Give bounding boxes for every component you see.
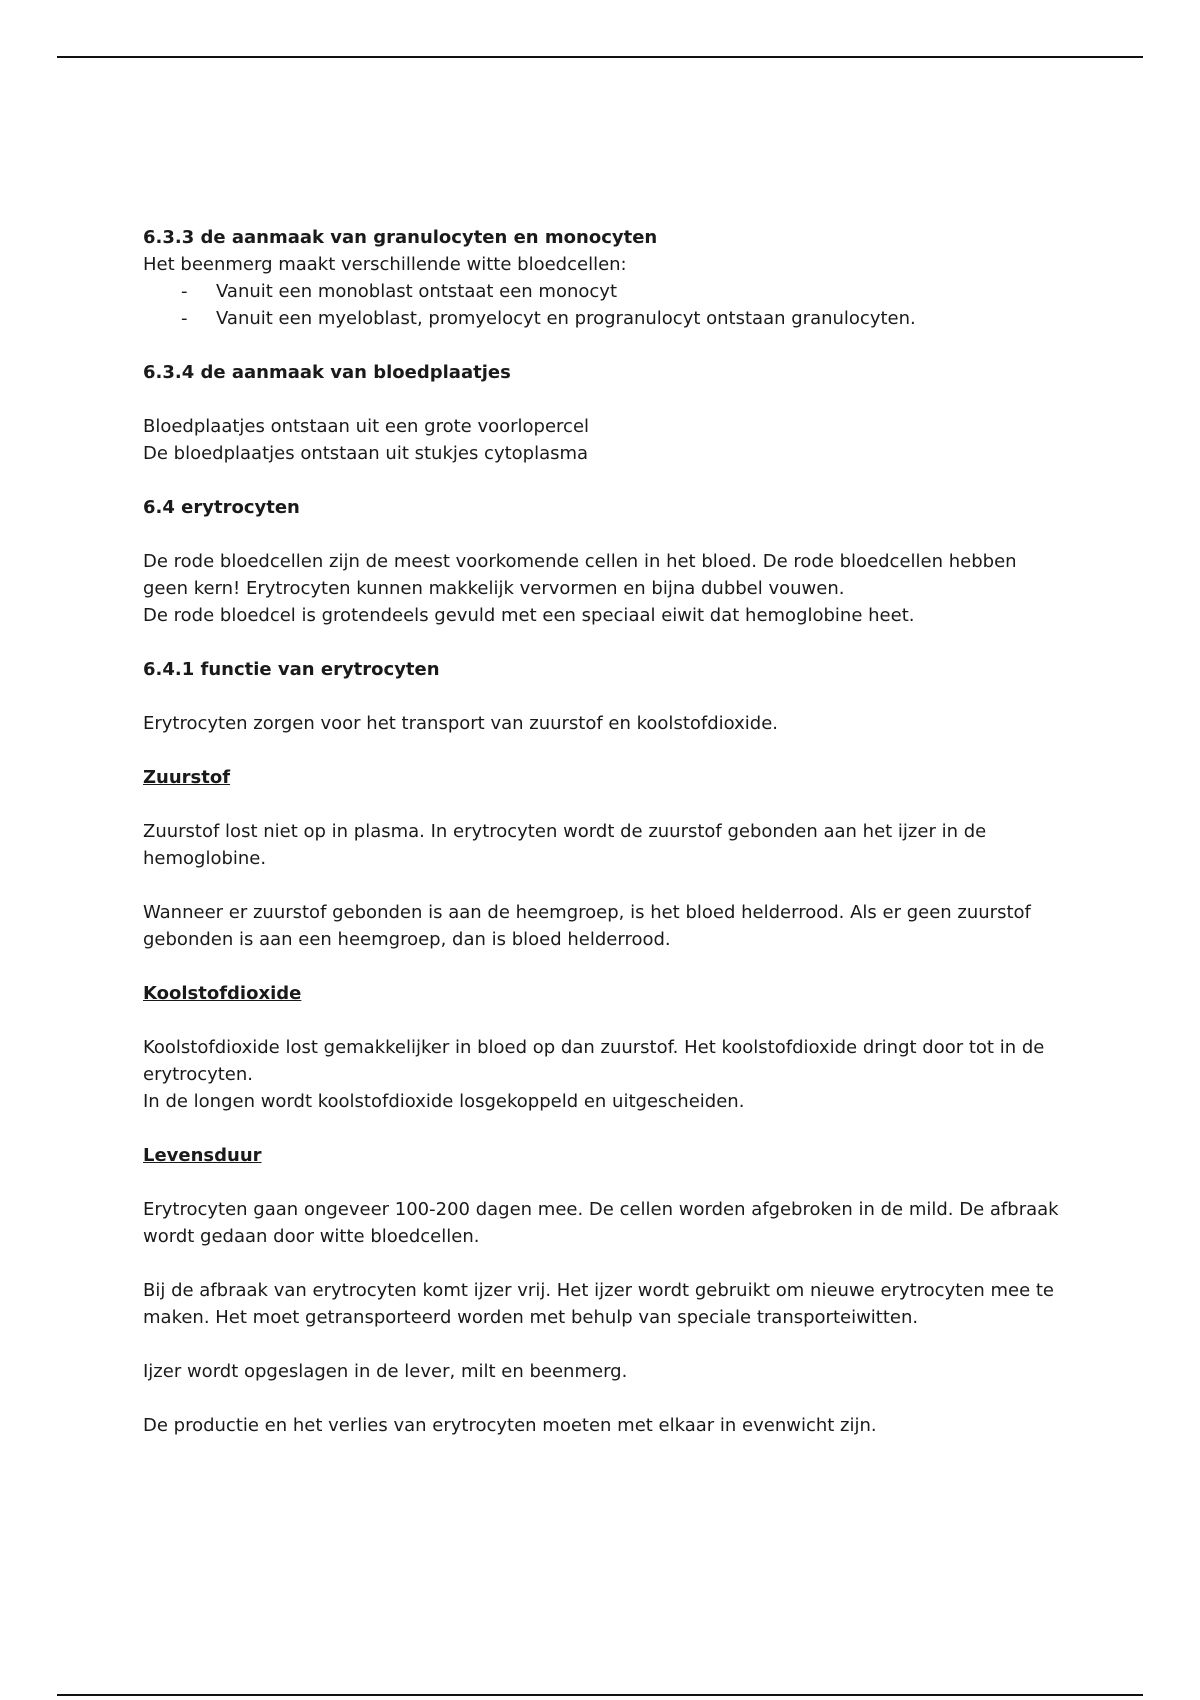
heading-6-4: 6.4 erytrocyten [143, 497, 300, 518]
dash-bullet: - [181, 281, 188, 302]
paragraph-koolstofdioxide-longen: In de longen wordt koolstofdioxide losgekoppeld en uitgescheiden. [143, 1091, 745, 1112]
list-item [143, 278, 1063, 305]
paragraph-zuurstof-heemgroep: Wanneer er zuurstof gebonden is aan de heemgroep, is het bloed helderrood. Als er geen zuurstof gebonden is aan een heemgroep, dan is bloed helderrood. [143, 902, 1031, 950]
paragraph-koolstofdioxide-bloed: Koolstofdioxide lost gemakkelijker in bloed op dan zuurstof. Het koolstofdioxide dringt door tot in de erytrocyten. [143, 1037, 1045, 1085]
paragraph-zuurstof-plasma: Zuurstof lost niet op in plasma. In erytrocyten wordt de zuurstof gebonden aan het ijzer in de hemoglobine. [143, 821, 987, 869]
header-rule [57, 56, 1143, 58]
subheading-levensduur: Levensduur [143, 1145, 262, 1166]
paragraph-beenmerg: Het beenmerg maakt verschillende witte bloedcellen: [143, 254, 627, 275]
heading-6-4-1: 6.4.1 functie van erytrocyten [143, 659, 440, 680]
paragraph-line: Bloedplaatjes ontstaan uit een grote voorlopercel [143, 416, 590, 437]
list-item [143, 305, 1063, 332]
paragraph-levensduur-evenwicht: De productie en het verlies van erytrocyten moeten met elkaar in evenwicht zijn. [143, 1415, 877, 1436]
footer-rule [57, 1694, 1143, 1696]
paragraph-levensduur-dagen: Erytrocyten gaan ongeveer 100-200 dagen mee. De cellen worden afgebroken in de mild. De afbraak wordt gedaan door witte bloedcellen. [143, 1199, 1059, 1247]
paragraph-line: De bloedplaatjes ontstaan uit stukjes cytoplasma [143, 443, 589, 464]
dash-bullet: - [181, 308, 188, 329]
list-item-text: Vanuit een monoblast ontstaat een monocyt [216, 281, 618, 302]
subheading-zuurstof: Zuurstof [143, 767, 231, 788]
paragraph-transport: Erytrocyten zorgen voor het transport van zuurstof en koolstofdioxide. [143, 713, 778, 734]
paragraph-rode-bloedcellen: De rode bloedcellen zijn de meest voorkomende cellen in het bloed. De rode bloedcellen hebben geen kern! Erytrocyten kunnen makkelijk vervormen en bijna dubbel vouwen. [143, 551, 1017, 599]
document-body [143, 224, 1063, 1439]
list-item-text: Vanuit een myeloblast, promyelocyt en progranulocyt ontstaan granulocyten. [216, 308, 916, 329]
bullet-list [143, 278, 1063, 332]
paragraph-levensduur-ijzer: Bij de afbraak van erytrocyten komt ijzer vrij. Het ijzer wordt gebruikt om nieuwe erytrocyten mee te maken. Het moet getransporteerd worden met behulp van speciale transporteiwitten. [143, 1280, 1054, 1328]
paragraph-hemoglobine: De rode bloedcel is grotendeels gevuld met een speciaal eiwit dat hemoglobine heet. [143, 605, 915, 626]
subheading-koolstofdioxide: Koolstofdioxide [143, 983, 302, 1004]
heading-6-3-3: 6.3.3 de aanmaak van granulocyten en monocyten [143, 227, 658, 248]
paragraph-levensduur-opslag: Ijzer wordt opgeslagen in de lever, milt en beenmerg. [143, 1361, 628, 1382]
heading-6-3-4: 6.3.4 de aanmaak van bloedplaatjes [143, 362, 511, 383]
